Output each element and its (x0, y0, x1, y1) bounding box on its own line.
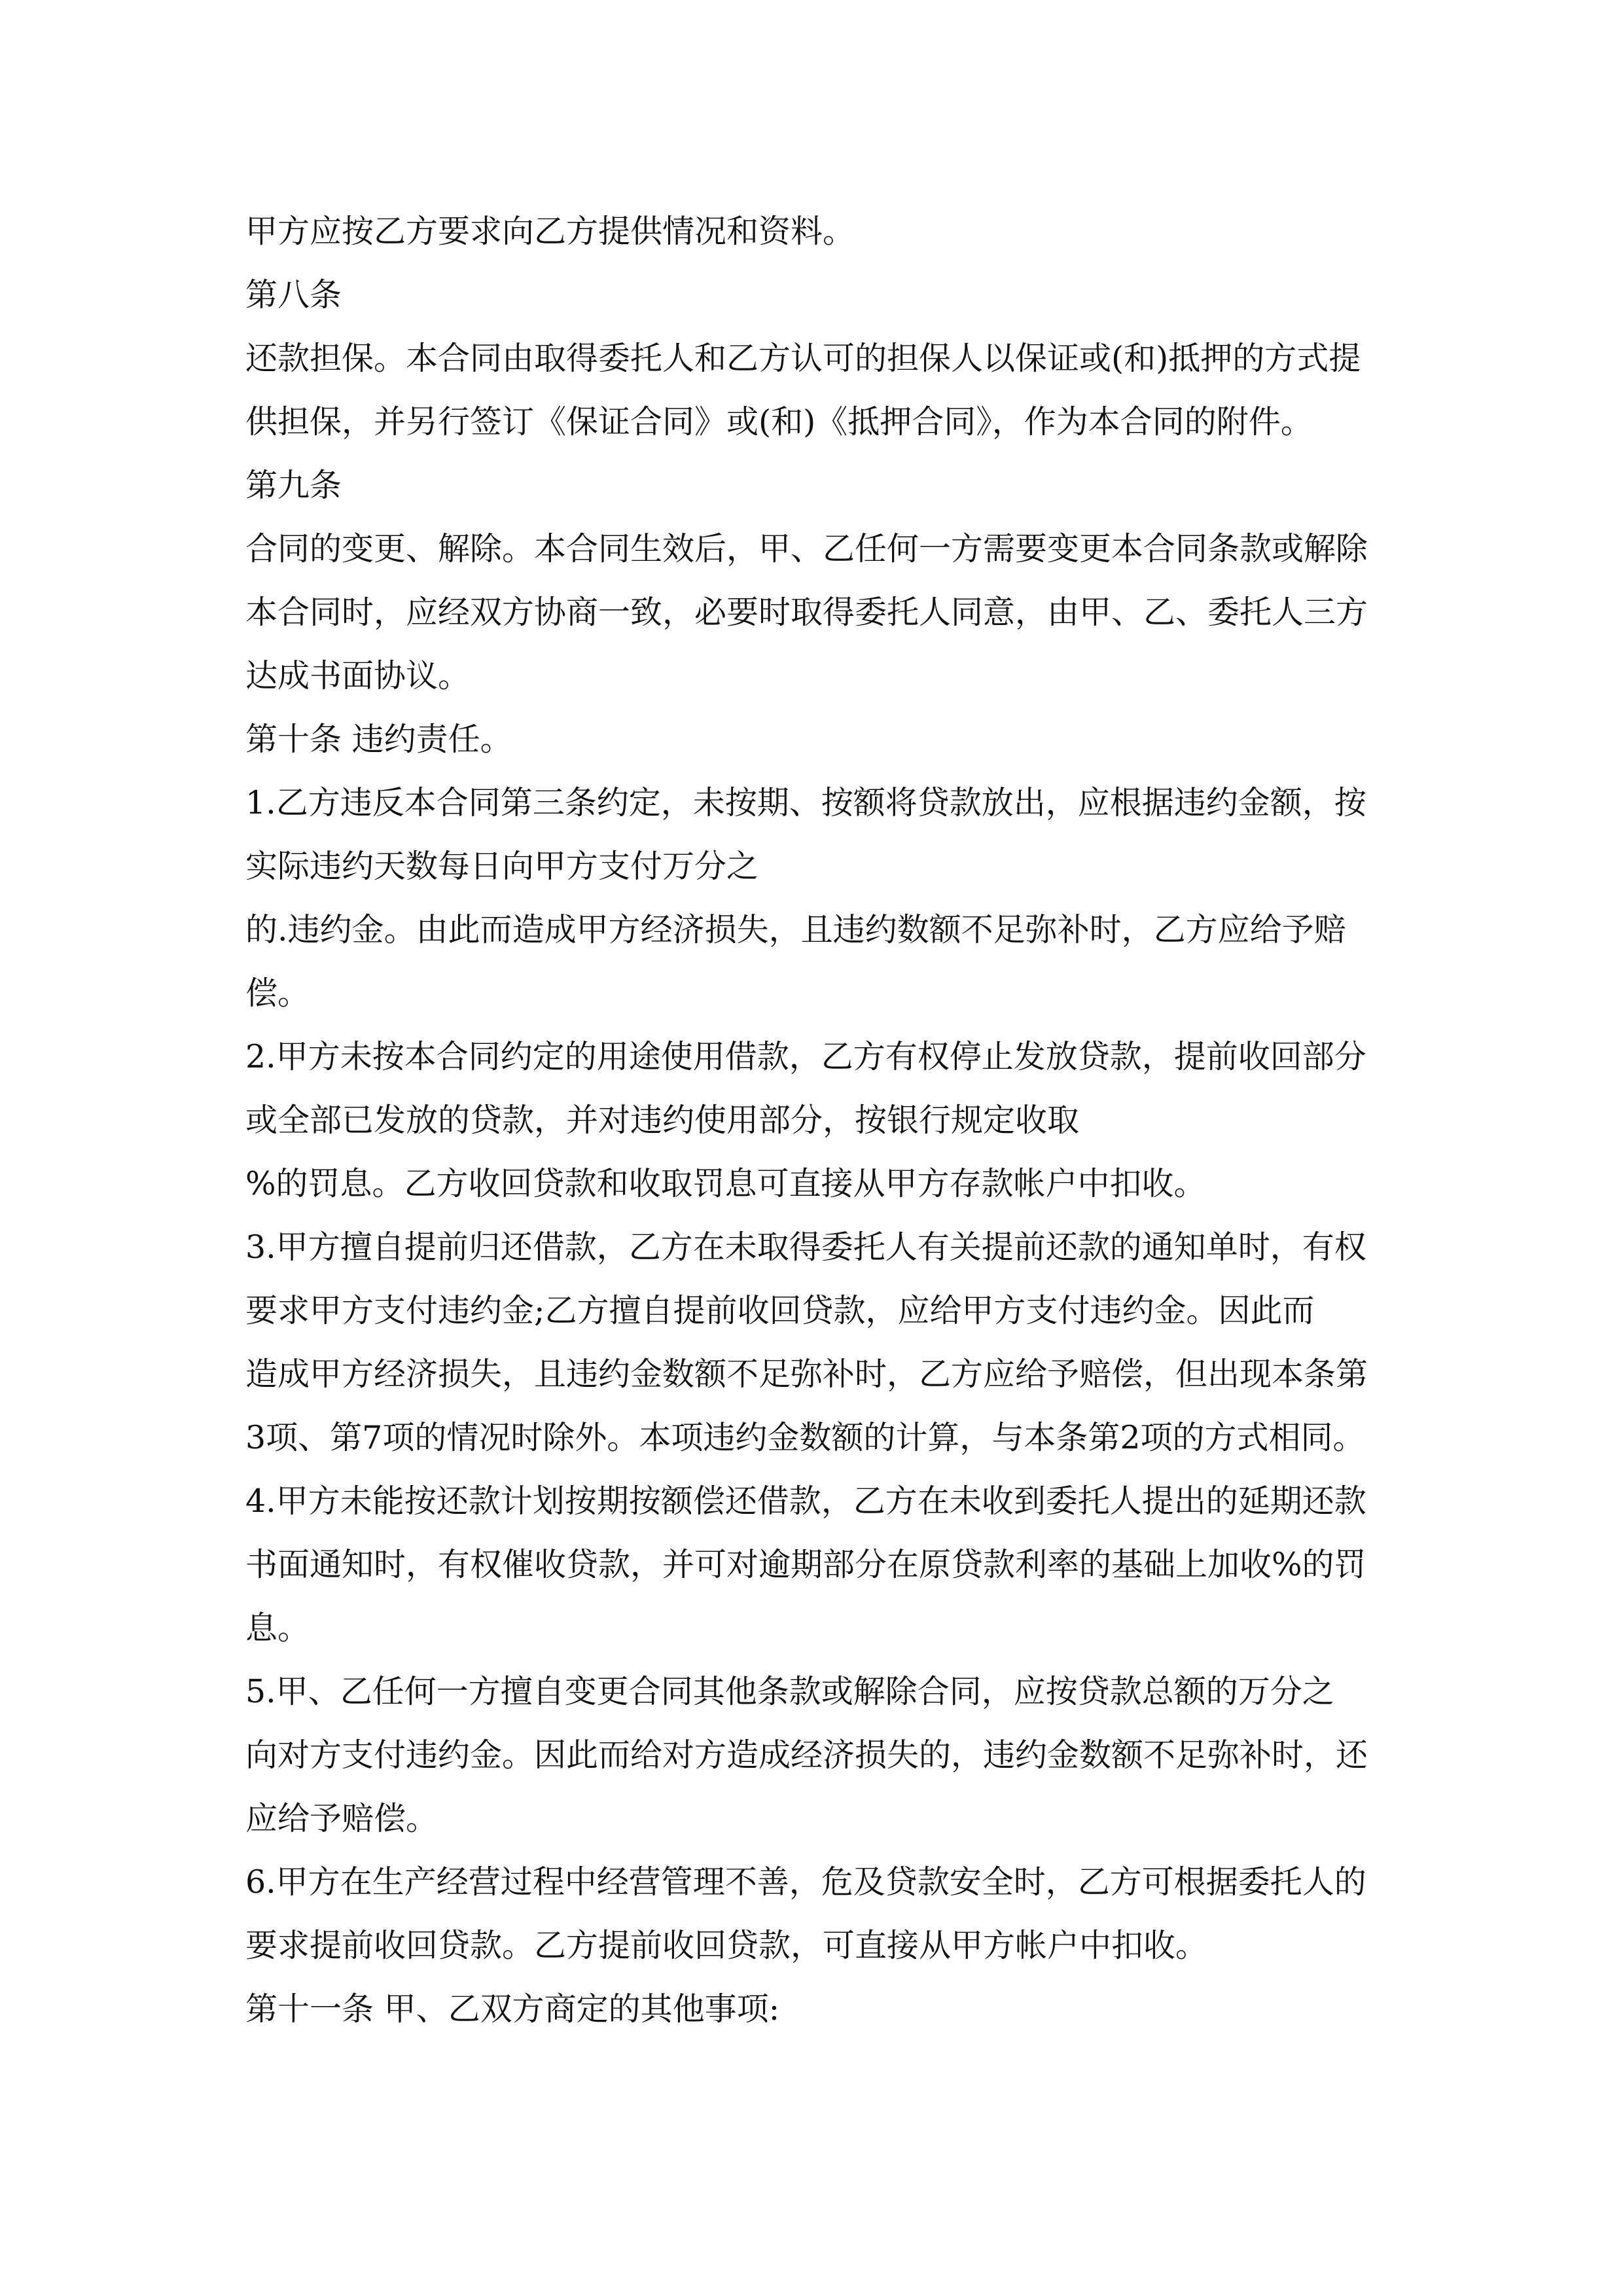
text-line: 本合同时，应经双方协商一致，必要时取得委托人同意，由甲、乙、委托人三方 (245, 594, 1368, 631)
text-line: 4.甲方未能按还款计划按期按额偿还借款，乙方在未收到委托人提出的延期还款 (245, 1482, 1366, 1520)
text-line: 还款担保。本合同由取得委托人和乙方认可的担保人以保证或(和)抵押的方式提 (245, 340, 1361, 377)
text-line: 合同的变更、解除。本合同生效后，甲、乙任何一方需要变更本合同条款或解除 (245, 530, 1368, 567)
text-line: 1.乙方违反本合同第三条约定，未按期、按额将贷款放出，应根据违约金额，按 (245, 784, 1366, 821)
text-line: 达成书面协议。 (245, 657, 471, 694)
text-line: 要求提前收回贷款。乙方提前收回贷款，可直接从甲方帐户中扣收。 (245, 1927, 1208, 1964)
text-line: 实际违约天数每日向甲方支付万分之 (245, 848, 759, 885)
article-heading: 第八条 (245, 276, 342, 314)
document-body (245, 200, 1417, 2041)
text-line: 或全部已发放的贷款，并对违约使用部分，按银行规定收取 (245, 1102, 1080, 1139)
text-line: 3项、第7项的情况时除外。本项违约金数额的计算，与本条第2项的方式相同。 (245, 1419, 1365, 1456)
text-line: 书面通知时，有权催收贷款，并可对逾期部分在原贷款利率的基础上加收%的罚 (245, 1546, 1366, 1583)
text-line: 偿。 (245, 975, 310, 1012)
text-line: 应给予赔偿。 (245, 1800, 438, 1837)
text-line: 息。 (245, 1609, 310, 1647)
text-line: 要求甲方支付违约金;乙方擅自提前收回贷款，应给甲方支付违约金。因此而 (245, 1292, 1315, 1329)
text-line: 2.甲方未按本合同约定的用途使用借款，乙方有权停止发放贷款，提前收回部分 (245, 1038, 1366, 1075)
article-heading: 第十条 违约责任。 (245, 721, 512, 758)
text-line: 5.甲、乙任何一方擅自变更合同其他条款或解除合同，应按贷款总额的万分之 (245, 1673, 1334, 1710)
text-line: 的.违约金。由此而造成甲方经济损失，且违约数额不足弥补时，乙方应给予赔 (245, 911, 1346, 948)
text-line: 造成甲方经济损失，且违约金数额不足弥补时，乙方应给予赔偿，但出现本条第 (245, 1355, 1368, 1393)
text-line: 向对方支付违约金。因此而给对方造成经济损失的，违约金数额不足弥补时，还 (245, 1736, 1368, 1774)
text-line: 供担保，并另行签订《保证合同》或(和)《抵押合同》，作为本合同的附件。 (245, 403, 1313, 440)
text-line: 6.甲方在生产经营过程中经营管理不善，危及贷款安全时，乙方可根据委托人的 (245, 1863, 1366, 1901)
article-heading: 第九条 (245, 467, 342, 504)
text-line: %的罚息。乙方收回贷款和收取罚息可直接从甲方存款帐户中扣收。 (245, 1165, 1206, 1202)
text-line: 3.甲方擅自提前归还借款，乙方在未取得委托人有关提前还款的通知单时，有权 (245, 1229, 1366, 1266)
text-line: 甲方应按乙方要求向乙方提供情况和资料。 (245, 213, 855, 250)
article-heading: 第十一条 甲、乙双方商定的其他事项: (245, 1990, 780, 2028)
